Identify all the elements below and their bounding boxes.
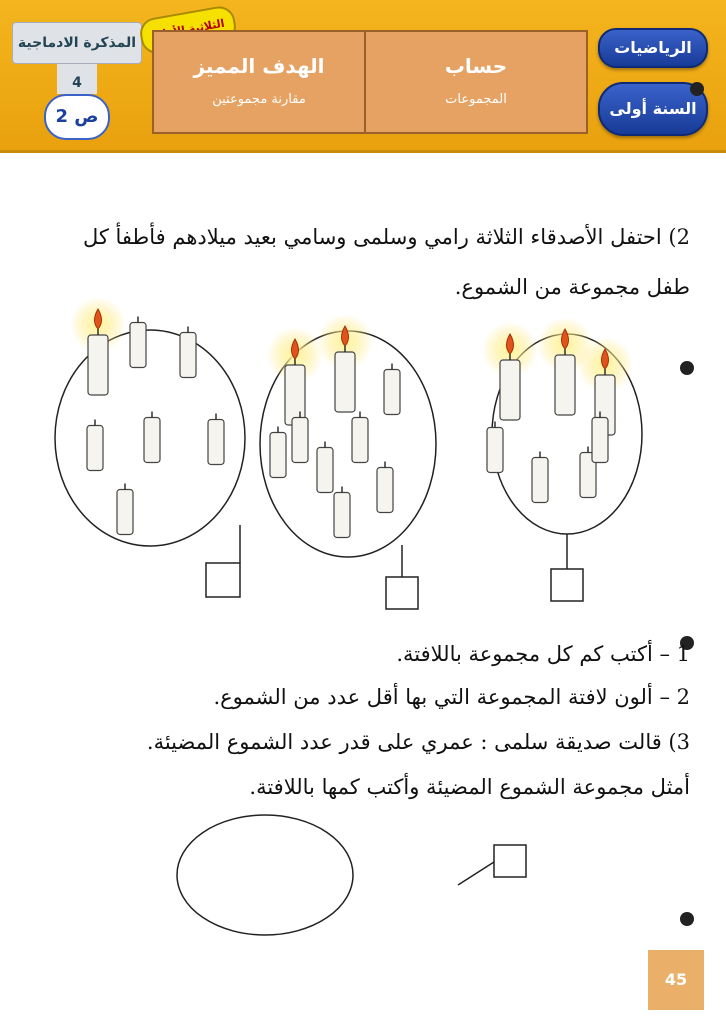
exercise-line-2: طفل مجموعة من الشموع. [454, 275, 690, 299]
subject-pill: الرياضيات [598, 28, 708, 68]
candle-icon [180, 327, 196, 378]
candle-icon [532, 452, 548, 503]
candle-icon [317, 442, 333, 493]
goal-subtitle: مقارنة مجموعتين [212, 92, 306, 107]
count-label-box[interactable] [494, 845, 526, 877]
candle-group [260, 314, 436, 609]
candle-icon [208, 414, 224, 465]
candle-group [55, 297, 245, 597]
candle-icon [144, 412, 160, 463]
candle-icon [592, 412, 608, 463]
count-label-box[interactable] [386, 577, 418, 609]
label-stem [458, 862, 494, 885]
candle-icon [377, 462, 393, 513]
candle-icon [270, 427, 286, 478]
unit-subtitle: المجموعات [445, 92, 507, 107]
group-oval [177, 815, 353, 935]
task-2: 2 – ألون لافتة المجموعة التي بها أقل عدد من الشموع. [213, 685, 690, 709]
candle-group [177, 815, 526, 935]
count-label-box[interactable] [551, 569, 583, 601]
memo-label: المذكرة الادماجية 4 [12, 22, 142, 64]
unit-title: حساب [444, 54, 508, 78]
candle-icon [384, 364, 400, 415]
count-label-box[interactable] [206, 563, 240, 597]
page-number: 45 [648, 950, 704, 1010]
candle-icon [292, 412, 308, 463]
exercise-line-1: 2) احتفل الأصدقاء الثلاثة رامي وسلمى وسامي بعيد ميلادهم فأطفأ كل [82, 225, 690, 249]
candle-icon [87, 420, 103, 471]
candle-group [482, 317, 642, 601]
grade-pill: السنة أولى [598, 82, 708, 136]
task-3: 3) قالت صديقة سلمى : عمري على قدر عدد الشموع المضيئة. [146, 730, 690, 754]
candle-icon [352, 412, 368, 463]
candle-icon [130, 317, 146, 368]
goal-title: الهدف المميز [193, 54, 325, 78]
candle-icon [487, 422, 503, 473]
candle-icon [334, 487, 350, 538]
candle-icon [117, 484, 133, 535]
page-reference: ص 2 [44, 94, 110, 140]
task-4: أمثل مجموعة الشموع المضيئة وأكتب كمها باللافتة. [249, 775, 690, 799]
task-1: 1 – أكتب كم كل مجموعة باللافتة. [396, 642, 690, 666]
